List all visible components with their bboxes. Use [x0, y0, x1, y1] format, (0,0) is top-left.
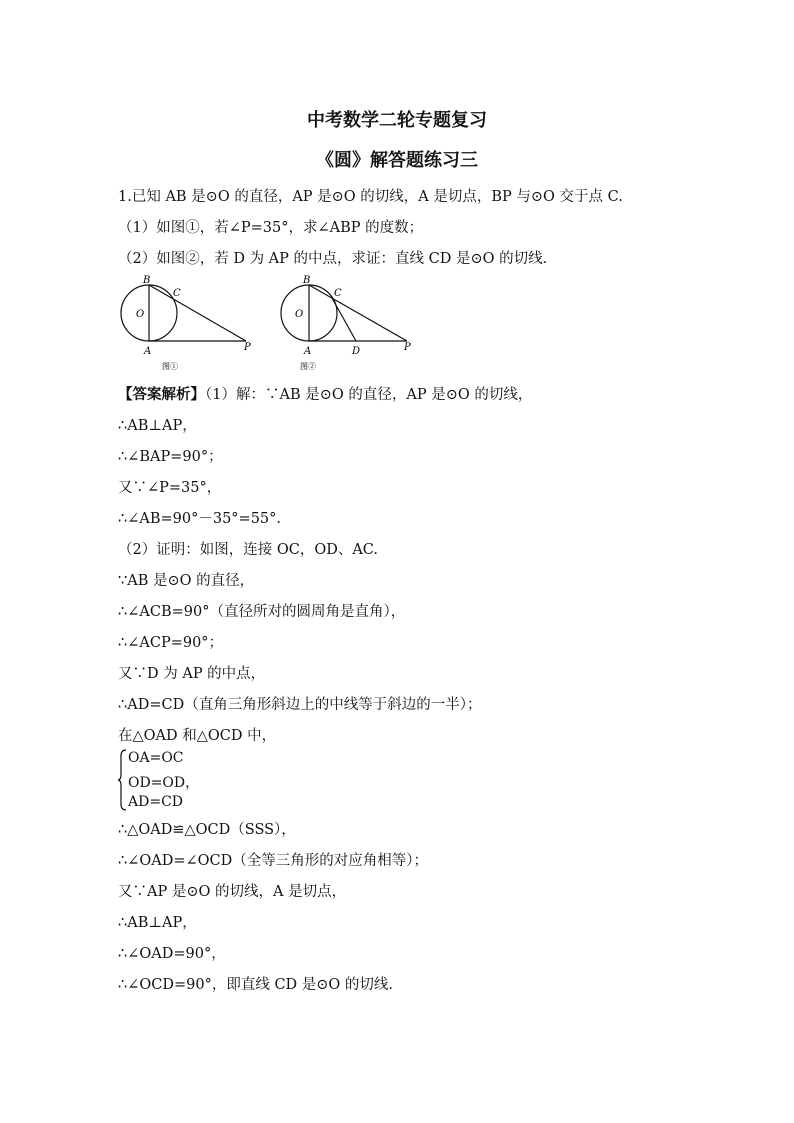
answer-line-10: ∴AD=CD（直角三角形斜边上的中线等于斜边的一半）； [118, 697, 482, 713]
fig2-label-p: P [404, 342, 411, 353]
fig1-label-a: A [144, 346, 152, 357]
page-title: 中考数学二轮专题复习 [307, 110, 487, 131]
fig2-label-d: D [352, 346, 361, 357]
fig1-label-o: O [136, 309, 145, 320]
answer2-line-0: ∴△OAD≌△OCD（SSS）， [118, 822, 296, 838]
answer2-line-2: 又∵AP 是⊙O 的切线，A 是切点， [118, 884, 347, 900]
equation-system [118, 748, 238, 812]
answer-line-0 [118, 383, 532, 404]
fig2-secant-bp [309, 285, 407, 341]
answer2-line-4: ∴∠OAD=90°， [118, 946, 226, 962]
answer-line-11: 在△OAD 和△OCD 中， [118, 728, 277, 744]
fig2-label-a: A [304, 346, 312, 357]
fig2-label-b: B [303, 275, 311, 286]
answer-line-9: 又∵D 为 AP 的中点， [118, 666, 266, 682]
answer-line-5: （2）证明：如图，连接 OC，OD、AC. [118, 542, 378, 558]
answer2-line-1: ∴∠OAD=∠OCD（全等三角形的对应角相等）； [118, 853, 429, 869]
fig1-label-b: B [143, 275, 151, 286]
system-line-1: OD=OD， [128, 775, 200, 791]
figure-1 [118, 272, 258, 372]
system-line-0: OA=OC [128, 750, 184, 766]
fig1-secant-bp [149, 285, 246, 341]
question-part2: （2）如图②，若 D 为 AP 的中点，求证：直线 CD 是⊙O 的切线. [118, 251, 548, 267]
question-part1: （1）如图①，若∠P=35°，求∠ABP 的度数； [118, 220, 424, 236]
answer-line-6: ∵AB 是⊙O 的直径， [118, 573, 255, 589]
answer-text: （1）解：∵AB 是⊙O 的直径，AP 是⊙O 的切线， [205, 387, 533, 403]
answer-line-7: ∴∠ACB=90°（直径所对的圆周角是直角）， [118, 604, 406, 620]
answer-line-3: 又∵∠P=35°， [118, 480, 222, 496]
answer-heading: 【答案解析】 [118, 386, 205, 403]
fig2-label-c: C [334, 288, 342, 299]
page-subtitle: 《圆》解答题练习三 [316, 150, 478, 171]
fig1-label-p: P [244, 342, 251, 353]
fig1-label-c: C [173, 288, 181, 299]
answer2-line-5: ∴∠OCD=90°，即直线 CD 是⊙O 的切线. [118, 977, 394, 993]
figure-2 [276, 272, 426, 372]
question-stem: 1.已知 AB 是⊙O 的直径，AP 是⊙O 的切线，A 是切点，BP 与⊙O 交于点 C. [118, 189, 623, 205]
fig2-caption: 图② [300, 362, 316, 371]
answer-line-4: ∴∠AB=90°－35°=55°. [118, 511, 282, 527]
fig2-label-o: O [295, 309, 304, 320]
answer-line-8: ∴∠ACP=90°； [118, 635, 224, 651]
answer-line-2: ∴∠BAP=90°； [118, 449, 223, 465]
answer-line-1: ∴AB⊥AP， [118, 418, 197, 434]
fig1-caption: 图① [162, 362, 178, 371]
answer2-line-3: ∴AB⊥AP， [118, 915, 197, 931]
left-brace-icon [118, 748, 128, 812]
system-line-2: AD=CD [128, 794, 184, 810]
